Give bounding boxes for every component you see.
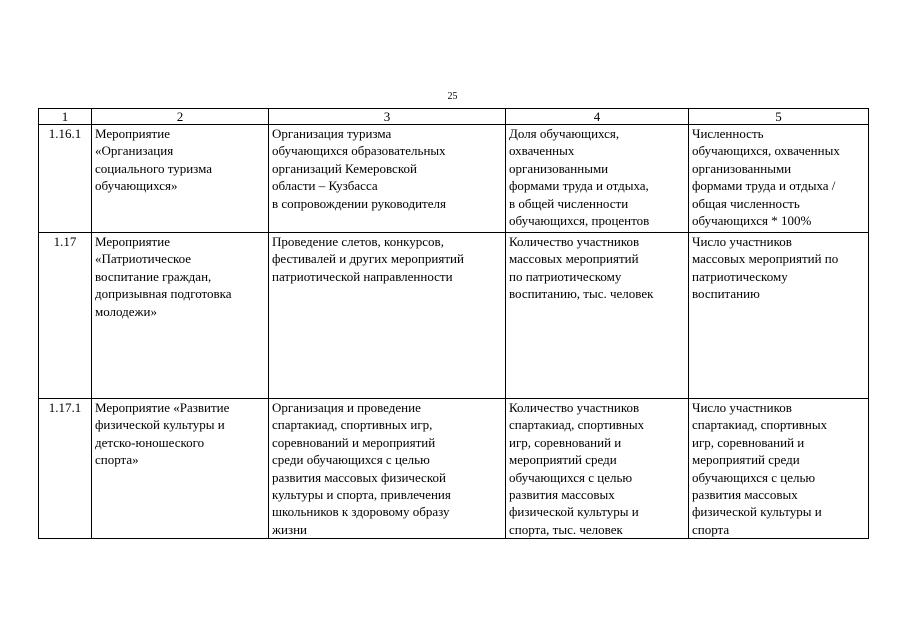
- column-header: 4: [506, 109, 689, 125]
- table-row: [39, 125, 869, 233]
- formula-cell: Число участников массовых мероприятий по патриотическому воспитанию: [689, 233, 869, 399]
- event-description-cell: Организация туризма обучающихся образовательных организаций Кемеровской области – Кузбасса в сопровождении руководителя: [269, 125, 506, 233]
- event-name-cell: Мероприятие «Развитие физической культуры и детско-юношеского спорта»: [92, 399, 269, 539]
- table-row: [39, 399, 869, 539]
- indicator-cell: Количество участников спартакиад, спортивных игр, соревнований и мероприятий среди обучающихся с целью развития массовых физической культуры и спорта, тыс. человек: [506, 399, 689, 539]
- column-header: 3: [269, 109, 506, 125]
- event-description-cell: Проведение слетов, конкурсов, фестивалей и других мероприятий патриотической направленности: [269, 233, 506, 399]
- indicator-cell: Количество участников массовых мероприятий по патриотическому воспитанию, тыс. человек: [506, 233, 689, 399]
- formula-cell: Число участников спартакиад, спортивных игр, соревнований и мероприятий среди обучающихся с целью развития массовых физической культуры и спорта: [689, 399, 869, 539]
- table-row: [39, 233, 869, 399]
- event-description-cell: Организация и проведение спартакиад, спортивных игр, соревнований и мероприятий среди обучающихся с целью развития массовых физической культуры и спорта, привлечения школьников к здоровому образу жизни: [269, 399, 506, 539]
- page-number: 25: [447, 91, 458, 102]
- row-number: 1.16.1: [39, 125, 92, 233]
- formula-cell: Численность обучающихся, охваченных организованными формами труда и отдыха / общая численность обучающихся * 100%: [689, 125, 869, 233]
- table-header-row: [39, 109, 869, 125]
- event-name-cell: Мероприятие «Организация социального туризма обучающихся»: [92, 125, 269, 233]
- column-header: 5: [689, 109, 869, 125]
- indicator-cell: Доля обучающихся, охваченных организованными формами труда и отдыха, в общей численности обучающихся, процентов: [506, 125, 689, 233]
- column-header: 2: [92, 109, 269, 125]
- row-number: 1.17: [39, 233, 92, 399]
- row-number: 1.17.1: [39, 399, 92, 539]
- activities-table: [38, 108, 869, 539]
- column-header: 1: [39, 109, 92, 125]
- event-name-cell: Мероприятие «Патриотическое воспитание граждан, допризывная подготовка молодежи»: [92, 233, 269, 399]
